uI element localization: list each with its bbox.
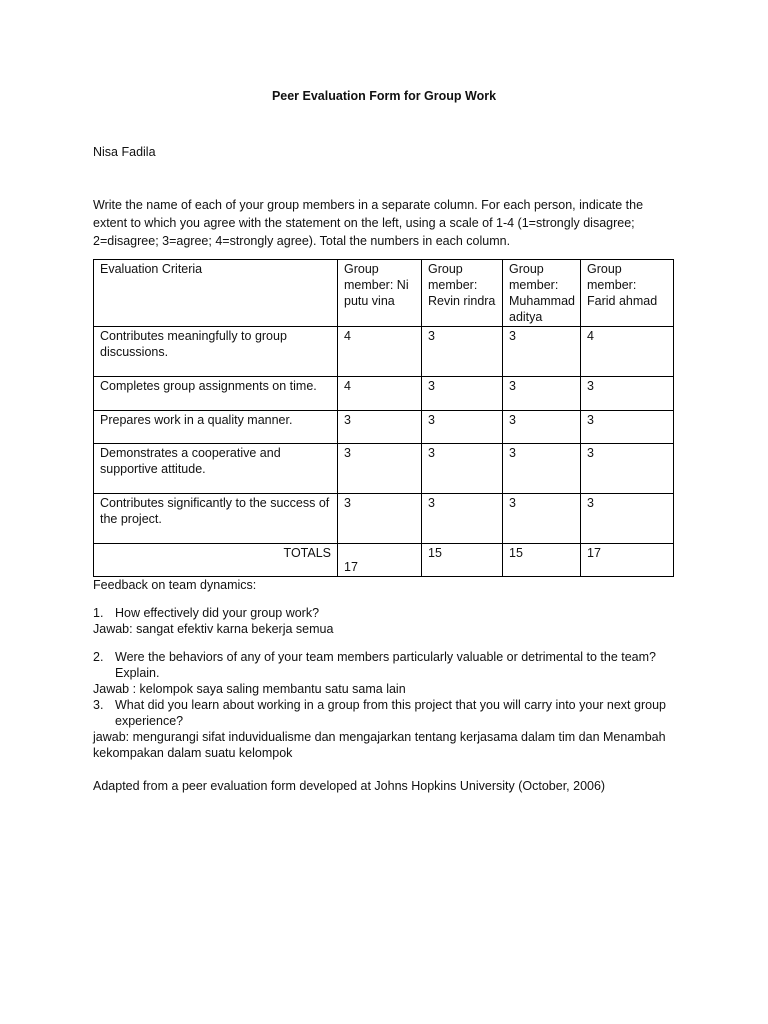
criterion-cell: Contributes meaningfully to group discussions. <box>94 327 338 377</box>
question-text: Were the behaviors of any of your team members particularly valuable or detrimental to the team? Explain. <box>115 650 657 680</box>
score-cell: 4 <box>338 377 422 411</box>
score-cell: 3 <box>503 411 581 444</box>
table-row <box>94 377 674 411</box>
total-cell: 17 <box>581 544 674 577</box>
answer-text: Jawab : kelompok saya saling membantu satu sama lain <box>93 682 406 696</box>
question-item <box>93 697 693 729</box>
page-title: Peer Evaluation Form for Group Work <box>271 89 497 103</box>
score-cell: 3 <box>581 494 674 544</box>
score-cell: 4 <box>581 327 674 377</box>
question-text: What did you learn about working in a group from this project that you will carry into your next group experience? <box>115 698 666 728</box>
question-item <box>93 605 693 621</box>
member-header: Group member: Farid ahmad <box>581 260 674 327</box>
question-number: 2. <box>93 650 104 664</box>
score-cell: 3 <box>503 327 581 377</box>
student-name: Nisa Fadila <box>93 145 156 159</box>
question-number: 1. <box>93 606 104 620</box>
table-row <box>94 327 674 377</box>
source-note: Adapted from a peer evaluation form developed at Johns Hopkins University (October, 2006) <box>93 779 606 793</box>
score-cell: 3 <box>422 494 503 544</box>
question-text: How effectively did your group work? <box>115 606 320 620</box>
criterion-cell: Prepares work in a quality manner. <box>94 411 338 444</box>
feedback-heading: Feedback on team dynamics: <box>93 578 257 592</box>
criterion-cell: Demonstrates a cooperative and supportive attitude. <box>94 444 338 494</box>
score-cell: 3 <box>581 444 674 494</box>
criterion-cell: Contributes significantly to the success of the project. <box>94 494 338 544</box>
totals-label: TOTALS <box>94 544 338 577</box>
totals-row <box>94 544 674 577</box>
score-cell: 3 <box>503 377 581 411</box>
criteria-header: Evaluation Criteria <box>94 260 338 327</box>
header-row <box>94 260 674 327</box>
score-cell: 3 <box>422 444 503 494</box>
score-cell: 3 <box>338 411 422 444</box>
score-cell: 3 <box>503 494 581 544</box>
answer-text: jawab: mengurangi sifat induvidualisme dan mengajarkan tentang kerjasama dalam tim dan Menambah kekompakan dalam suatu kelompok <box>93 730 666 760</box>
score-cell: 3 <box>581 377 674 411</box>
question-item <box>93 649 693 681</box>
score-cell: 3 <box>581 411 674 444</box>
score-cell: 3 <box>422 377 503 411</box>
member-header: Group member: Revin rindra <box>422 260 503 327</box>
member-header: Group member: Muhammad aditya <box>503 260 581 327</box>
table-row <box>94 411 674 444</box>
answer-text: Jawab: sangat efektiv karna bekerja semua <box>93 622 334 636</box>
table-row <box>94 444 674 494</box>
feedback-section <box>93 577 693 761</box>
score-cell: 3 <box>338 494 422 544</box>
score-cell: 3 <box>422 327 503 377</box>
score-cell: 3 <box>503 444 581 494</box>
evaluation-table <box>93 259 674 577</box>
total-cell: 15 <box>422 544 503 577</box>
score-cell: 3 <box>422 411 503 444</box>
member-header: Group member: Ni putu vina <box>338 260 422 327</box>
question-number: 3. <box>93 698 104 712</box>
score-cell: 4 <box>338 327 422 377</box>
total-cell: 17 <box>338 544 422 577</box>
table-row <box>94 494 674 544</box>
total-cell: 15 <box>503 544 581 577</box>
criterion-cell: Completes group assignments on time. <box>94 377 338 411</box>
instructions: Write the name of each of your group members in a separate column. For each person, indicate the extent to which you agree with the statement on the left, using a scale of 1-4 (1=strongly disagree; 2=disagree; 3=agree; 4=strongly agree). Total the numbers in each column. <box>93 198 644 248</box>
score-cell: 3 <box>338 444 422 494</box>
